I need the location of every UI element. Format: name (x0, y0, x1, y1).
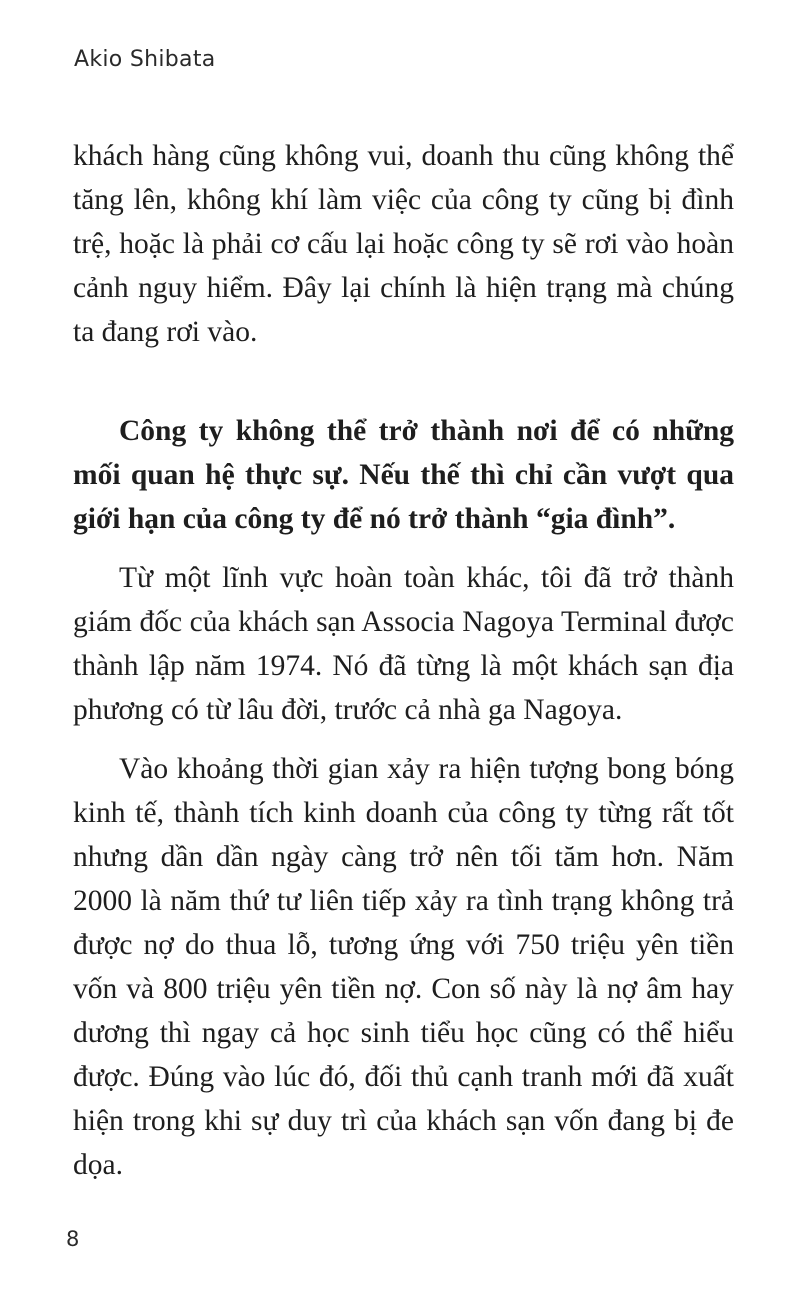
paragraph-hotel-intro: Từ một lĩnh vực hoàn toàn khác, tôi đã trở thành giám đốc của khách sạn Associa Nagoya Terminal được thành lập năm 1974. Nó đã từng là một khách sạn địa phương có từ lâu đời, trước cả nhà ga Nagoya. (73, 562, 734, 726)
paragraph-business-decline: Vào khoảng thời gian xảy ra hiện tượng bong bóng kinh tế, thành tích kinh doanh của công ty từng rất tốt nhưng dần dần ngày càng trở nên tối tăm hơn. Năm 2000 là năm thứ tư liên tiếp xảy ra tình trạng không trả được nợ do thua lỗ, tương ứng với 750 triệu yên tiền vốn và 800 triệu yên tiền nợ. Con số này là nợ âm hay dương thì ngay cả học sinh tiểu học cũng có thể hiểu được. Đúng vào lúc đó, đối thủ cạnh tranh mới đã xuất hiện trong khi sự duy trì của khách sạn vốn đang bị đe dọa. (73, 753, 734, 1181)
page-number: 8 (66, 1227, 80, 1251)
paragraph-continuation: khách hàng cũng không vui, doanh thu cũng không thể tăng lên, không khí làm việc của công ty cũng bị đình trệ, hoặc là phải cơ cấu lại hoặc công ty sẽ rơi vào hoàn cảnh nguy hiểm. Đây lại chính là hiện trạng mà chúng ta đang rơi vào. (73, 140, 734, 348)
section-heading: Công ty không thể trở thành nơi để có những mối quan hệ thực sự. Nếu thế thì chỉ cần vượt qua giới hạn của công ty để nó trở thành “gia đình”. (73, 415, 734, 535)
page-body (73, 134, 734, 1187)
running-head-author: Akio Shibata (74, 47, 216, 72)
